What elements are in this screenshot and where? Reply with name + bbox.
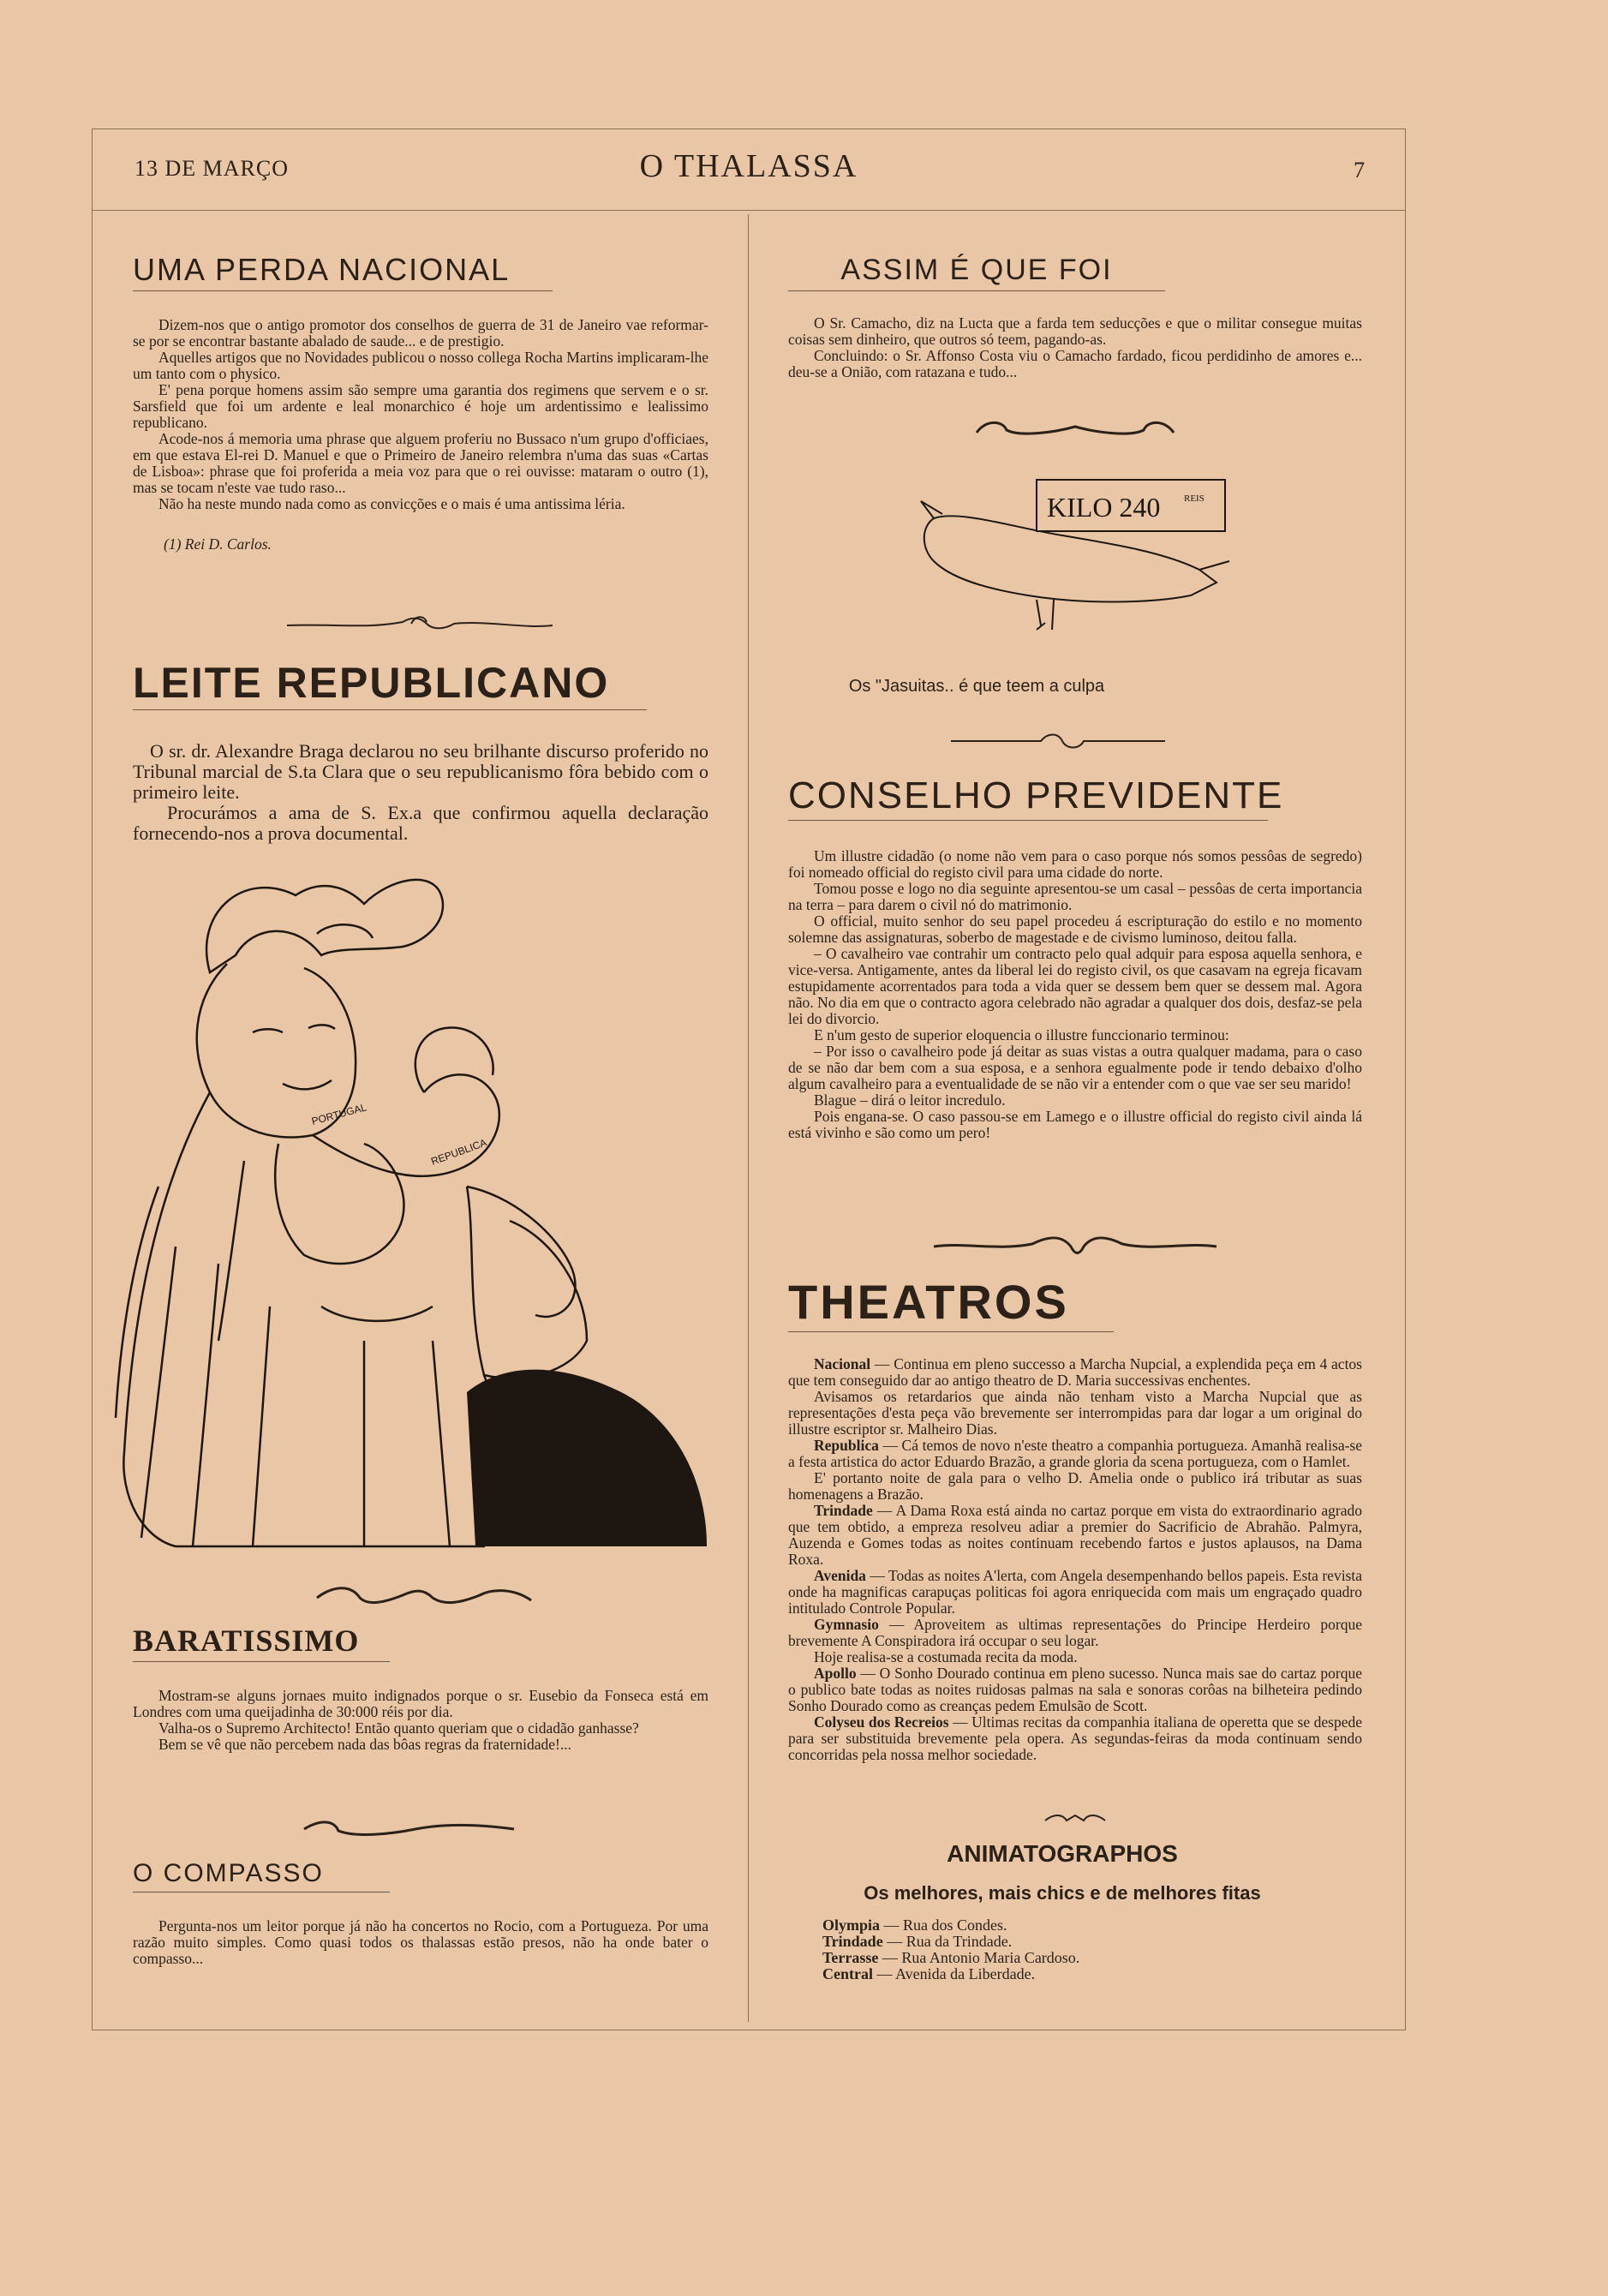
article-title: THEATROS — [788, 1275, 1069, 1329]
list-item: Olympia — Rua dos Condes. — [822, 1916, 1007, 1934]
paragraph: E' pena porque homens assim são sempre uma garantia dos regimens que servem e o sr. Sarsfield que foi um ardente e leal monarchico é hoje um ardentissimo e lealissimo republicano. — [133, 381, 708, 431]
ornament-divider — [283, 608, 557, 643]
article-body — [133, 1688, 708, 1753]
illustration-caption: Os "Jasuitas.. é que teem a culpa — [848, 677, 1105, 696]
article-title: BARATISSIMO — [133, 1623, 360, 1658]
theatre-entry: Nacional — Continua em pleno successo a Marcha Nupcial, a explendida peça em 4 actos que tem conseguido dar ao antigo theatro de D. Maria successivas enchentes. — [788, 1355, 1362, 1389]
theatre-name: Colyseu dos Recreios — [814, 1713, 949, 1731]
title-rule — [133, 1661, 390, 1662]
cartoon-bib-text: PORTUGAL — [310, 1101, 368, 1127]
paragraph: Blague – dirá o leitor incredulo. — [814, 1091, 1006, 1109]
rat-illustration — [908, 475, 1234, 638]
theatre-name: Nacional — [814, 1355, 871, 1372]
list-item: Central — Avenida da Liberdade. — [822, 1965, 1036, 1982]
theatre-name: Gymnasio — [814, 1616, 879, 1633]
theatre-entry: E' portanto noite de gala para o velho D. Amelia onde o publico irá tributar as suas homenagens a Brazão. — [788, 1469, 1362, 1503]
ornament-divider — [968, 411, 1182, 445]
theatre-entry: Trindade — A Dama Roxa está ainda no cartaz porque em vista do extraordinario agrado que tem obtido, a empreza resolveu adiar a premier do Sacrificio de Abrahão. Palmyra, Auzenda e Gomes todas as noites continuam recebendo fartos e justos aplausos, na Dama Roxa. — [788, 1502, 1362, 1568]
paragraph: O Sr. Camacho, diz na Lucta que a farda tem seducções e que o militar consegue muitas coisas sem dinheiro, que outros só teem, pagando-as. — [788, 314, 1362, 348]
article-theatros — [788, 1277, 1362, 1763]
article-body — [133, 741, 708, 844]
title-rule — [133, 709, 647, 710]
cartoon-nurse-illustration — [107, 861, 732, 1555]
article-assim-e-que-foi — [788, 253, 1362, 380]
article-title: ANIMATOGRAPHOS — [947, 1840, 1178, 1867]
theatre-entry: Gymnasio — Aproveitem as ultimas representações do Principe Herdeiro porque brevemente A Conspiradora irá occupar o seu logar. — [788, 1616, 1362, 1649]
theatre-name: Avenida — [814, 1567, 866, 1584]
title-rule — [133, 290, 553, 291]
article-body — [133, 317, 708, 512]
header-rule — [92, 210, 1406, 211]
article-body — [788, 315, 1362, 380]
footnote: (1) Rei D. Carlos. — [164, 535, 272, 553]
paragraph: Aquelles artigos que no Novidades publicou o nosso collega Rocha Martins implicaram-lhe um tanto com o physico. — [133, 349, 709, 382]
paragraph: Tomou posse e logo no dia seguinte apresentou-se um casal – pessôas de certa importancia na terra – para darem o civil nó do matrimonio. — [788, 880, 1362, 913]
cartoon-signature: J. T. — [621, 1515, 650, 1534]
title-rule — [788, 290, 1165, 291]
paragraph: Bem se vê que não percebem nada das bôas regras da fraternidade!... — [158, 1736, 572, 1753]
paragraph: Valha-os o Supremo Architecto! Então quanto queriam que o cidadão ganhasse? — [158, 1719, 639, 1737]
paragraph: Acode-nos á memoria uma phrase que alguem proferiu no Bussaco n'um grupo d'officiaes, em que estava El-rei D. Manuel e que o Primeiro de Janeiro relembra n'uma das suas «Cartas de Lisboa»: phrase que foi proferida a meia voz para que o rei ouvisse: mataram o outro (1), mas se tocam n'este vae tudo raso... — [133, 430, 708, 496]
article-title: LEITE REPUBLICANO — [133, 659, 610, 707]
page-number: 7 — [1354, 158, 1365, 182]
paragraph: – O cavalheiro vae contrahir um contracto pelo qual adquir para esposa aquella senhora, e vice-versa. Antigamente, antes da liberal lei do registo civil, os que casavam na egreja ficavam estupidamente acorrentados para toda a vida quer se dessem bem quer se dessem mal. Agora não. No dia em que o contracto agora celebrado não agradar a qualquer dos dois, desfaz-se pela lei do divorcio. — [788, 945, 1362, 1027]
theatre-name: Apollo — [814, 1665, 857, 1682]
cinema-name: Trindade — [822, 1933, 883, 1950]
theatre-entry: Republica — Cá temos de novo n'este theatro a companhia portugueza. Amanhã realisa-se a festa artistica do actor Eduardo Brazão, a grande gloria da scena portugueza, com o Hamlet. — [788, 1437, 1362, 1470]
list-item: Trindade — Rua da Trindade. — [822, 1933, 1013, 1950]
article-body — [133, 1918, 708, 1967]
theatre-name: Republica — [814, 1437, 879, 1454]
page-header — [92, 148, 1406, 206]
theatre-entry: Colyseu dos Recreios — Ultimas recitas da companhia italiana de operetta que se despede para ser substituida brevemente pela opera. As segundas-feiras da moda continuam sendo concorridas pela nossa melhor sociedade. — [788, 1713, 1362, 1763]
theatre-entry: Avenida — Todas as noites A'lerta, com Angela desempenhando bellos papeis. Esta revista onde ha magnificas carapuças politicas foi agora enriquecida com mais um engraçado quadro intitulado Controle Popular. — [788, 1567, 1362, 1617]
article-conselho-previdente — [788, 775, 1362, 1141]
column-divider — [748, 214, 749, 2022]
ornament-divider — [308, 1576, 540, 1619]
theatre-name: Trindade — [814, 1502, 873, 1519]
paragraph: Pergunta-nos um leitor porque já não ha concertos no Rocio, com a Portugueza. Por uma razão muito simples. Como quasi todos os thalassas estão presos, não ha onde bater o compasso... — [133, 1917, 708, 1967]
paragraph: Não ha neste mundo nada como as convicções e o mais é uma antissima léria. — [158, 495, 625, 512]
ornament-divider — [930, 1225, 1221, 1268]
cinema-name: Terrasse — [822, 1949, 879, 1966]
cinema-list — [788, 1917, 1362, 1982]
paragraph: Mostram-se alguns jornaes muito indignados porque o sr. Eusebio da Fonseca está em Londres com uma queijadinha de 30:000 réis por dia. — [133, 1687, 708, 1720]
ornament-divider — [947, 728, 1169, 754]
masthead-title: O THALASSA — [639, 148, 858, 184]
theatre-entry: Hoje realisa-se a costumada recita da moda. — [814, 1648, 1078, 1665]
paragraph: O official, muito senhor do seu papel procedeu á escripturação do estilo e no momento solemne das assignaturas, soberbo de magestade e de civismo luminoso, deitou falla. — [788, 912, 1362, 946]
article-uma-perda-nacional — [133, 253, 708, 553]
ornament-divider — [1041, 1810, 1109, 1827]
price-sign-text: KILO 240 — [1047, 492, 1161, 523]
cinema-name: Central — [822, 1965, 873, 1982]
article-o-compasso — [133, 1859, 708, 1967]
article-title: CONSELHO PREVIDENTE — [788, 774, 1284, 816]
title-rule — [788, 1331, 1114, 1332]
paragraph: O sr. dr. Alexandre Braga declarou no seu brilhante discurso proferido no Tribunal marcial de S.ta Clara que o seu republicanismo fôra bebido com o primeiro leite. — [133, 740, 708, 803]
article-body — [788, 1356, 1362, 1763]
paragraph: Concluindo: o Sr. Affonso Costa viu o Camacho fardado, ficou perdidinho de amores e... deu-se a Onião, com ratazana e tudo... — [788, 347, 1362, 380]
article-title: ASSIM É QUE FOI — [840, 254, 1113, 286]
title-rule — [788, 820, 1268, 821]
article-body — [788, 848, 1362, 1141]
article-animatographos — [788, 1840, 1362, 1982]
ornament-divider — [296, 1812, 527, 1846]
article-title: O COMPASSO — [133, 1859, 324, 1887]
paragraph: Dizem-nos que o antigo promotor dos conselhos de guerra de 31 de Janeiro vae reformar-se por se encontrar bastante abalado de saude... e de prestigio. — [133, 316, 708, 350]
article-title: UMA PERDA NACIONAL — [133, 252, 511, 287]
theatre-entry: Avisamos os retardarios que ainda não tenham visto a Marcha Nupcial que as representações d'esta peça vão brevemente ser interrompidas para dar logar a um original do illustre escriptor sr. Malheiro Dias. — [788, 1388, 1362, 1438]
paragraph: E n'um gesto de superior eloquencia o illustre funccionario terminou: — [814, 1026, 1229, 1043]
paragraph: – Por isso o cavalheiro pode já deitar as suas vistas a outra qualquer madama, para o caso de se não dar bem com a sua esposa, e a senhora egualmente pode ir tendo debaixo d'olho algum cavalheiro para a eventualidade de se não vir a entender com o que vae ser seu marido! — [788, 1043, 1362, 1092]
article-leite-republicano — [133, 660, 708, 844]
list-item: Terrasse — Rua Antonio Maria Cardoso. — [822, 1949, 1080, 1966]
paragraph: Procurámos a ama de S. Ex.a que confirmou aquella declaração fornecendo-nos a prova documental. — [133, 802, 708, 844]
paragraph: Um illustre cidadão (o nome não vem para o caso porque nós somos pessôas de segredo) foi nomeado official do registo civil para uma cidade do norte. — [788, 847, 1362, 881]
cartoon-bonnet-text: REPUBLICA — [429, 1136, 488, 1168]
cinema-name: Olympia — [822, 1916, 881, 1934]
price-sign-unit: REIS — [1184, 493, 1205, 504]
article-baratissimo — [133, 1623, 708, 1753]
theatre-entry: Apollo — O Sonho Dourado continua em pleno sucesso. Nunca mais sae do cartaz porque o publico bate todas as noites ruidosas palmas na sala e sonoras corôas na bilheteira pedindo Sonho Dourado como as creanças pedem Emulsão de Scott. — [788, 1665, 1362, 1714]
article-subtitle: Os melhores, mais chics e de melhores fitas — [864, 1882, 1261, 1904]
paragraph: Pois engana-se. O caso passou-se em Lamego e o illustre official do registo civil ainda lá está vivinho e são como um pero! — [788, 1108, 1362, 1141]
issue-date: 13 DE MARÇO — [134, 156, 290, 181]
